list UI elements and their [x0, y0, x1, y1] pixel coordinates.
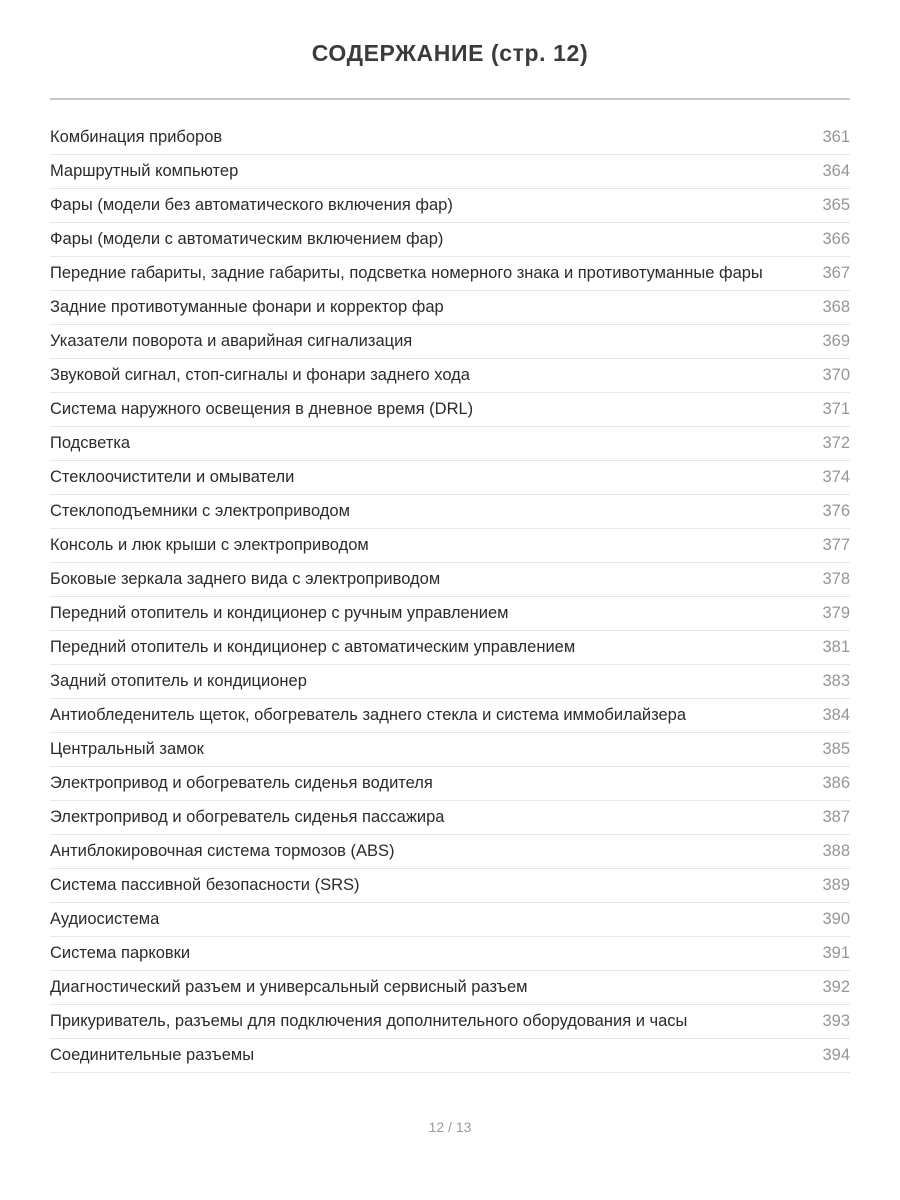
toc-row[interactable] — [50, 767, 850, 801]
toc-entry-label: Фары (модели без автоматического включения фар) — [50, 196, 453, 214]
toc-row[interactable] — [50, 291, 850, 325]
toc-page-number: 394 — [822, 1046, 850, 1064]
toc-entry-label: Подсветка — [50, 434, 131, 452]
toc-row[interactable] — [50, 1005, 850, 1039]
toc-page-number: 376 — [822, 502, 850, 520]
toc-page-number: 384 — [822, 706, 850, 724]
toc-entry-label: Аудиосистема — [50, 910, 160, 928]
toc-row[interactable] — [50, 155, 850, 189]
toc-entry-label: Консоль и люк крыши с электроприводом — [50, 536, 369, 554]
toc-page-number: 381 — [822, 638, 850, 656]
toc-page-number: 390 — [822, 910, 850, 928]
toc-row[interactable] — [50, 189, 850, 223]
toc-row[interactable] — [50, 495, 850, 529]
toc-page-number: 361 — [822, 128, 850, 146]
toc-list — [50, 121, 850, 1073]
toc-entry-label: Диагностический разъем и универсальный сервисный разъем — [50, 978, 528, 996]
toc-entry-label: Передние габариты, задние габариты, подсветка номерного знака и противотуманные фары — [50, 264, 763, 282]
toc-entry-label: Система парковки — [50, 944, 191, 962]
toc-row[interactable] — [50, 835, 850, 869]
toc-page-number: 367 — [822, 264, 850, 282]
toc-row[interactable] — [50, 257, 850, 291]
toc-row[interactable] — [50, 937, 850, 971]
toc-entry-label: Звуковой сигнал, стоп-сигналы и фонари заднего хода — [50, 366, 470, 384]
toc-page-number: 378 — [822, 570, 850, 588]
toc-entry-label: Указатели поворота и аварийная сигнализация — [50, 332, 413, 350]
toc-row[interactable] — [50, 393, 850, 427]
toc-row[interactable] — [50, 597, 850, 631]
toc-row[interactable] — [50, 801, 850, 835]
page-title: СОДЕРЖАНИЕ (стр. 12) — [311, 40, 589, 66]
toc-entry-label: Маршрутный компьютер — [50, 162, 239, 180]
toc-row[interactable] — [50, 665, 850, 699]
toc-page-number: 386 — [822, 774, 850, 792]
toc-entry-label: Антиблокировочная система тормозов (ABS) — [50, 842, 395, 860]
toc-entry-label: Комбинация приборов — [50, 128, 223, 146]
toc-row[interactable] — [50, 903, 850, 937]
toc-entry-label: Фары (модели с автоматическим включением фар) — [50, 230, 444, 248]
toc-page-number: 389 — [822, 876, 850, 894]
toc-row[interactable] — [50, 699, 850, 733]
toc-row[interactable] — [50, 121, 850, 155]
toc-entry-label: Система наружного освещения в дневное время (DRL) — [50, 400, 474, 418]
toc-entry-label: Центральный замок — [50, 740, 204, 758]
toc-page-number: 393 — [822, 1012, 850, 1030]
toc-row[interactable] — [50, 325, 850, 359]
page-indicator: 12 / 13 — [428, 1119, 472, 1135]
toc-page-number: 379 — [822, 604, 850, 622]
toc-page-number: 385 — [822, 740, 850, 758]
toc-entry-label: Передний отопитель и кондиционер с ручным управлением — [50, 604, 509, 622]
toc-page-number: 388 — [822, 842, 850, 860]
toc-row[interactable] — [50, 359, 850, 393]
toc-row[interactable] — [50, 529, 850, 563]
toc-entry-label: Боковые зеркала заднего вида с электроприводом — [50, 570, 441, 588]
toc-page-number: 392 — [822, 978, 850, 996]
toc-page-number: 364 — [822, 162, 850, 180]
toc-entry-label: Система пассивной безопасности (SRS) — [50, 876, 360, 894]
toc-row[interactable] — [50, 427, 850, 461]
toc-page-number: 372 — [822, 434, 850, 452]
toc-page-number: 383 — [822, 672, 850, 690]
toc-page-number: 365 — [822, 196, 850, 214]
toc-page-number: 368 — [822, 298, 850, 316]
toc-page-number: 366 — [822, 230, 850, 248]
toc-row[interactable] — [50, 971, 850, 1005]
toc-row[interactable] — [50, 733, 850, 767]
toc-entry-label: Задние противотуманные фонари и корректор фар — [50, 298, 444, 316]
toc-entry-label: Электропривод и обогреватель сиденья водителя — [50, 774, 433, 792]
toc-row[interactable] — [50, 869, 850, 903]
toc-page-number: 387 — [822, 808, 850, 826]
toc-entry-label: Электропривод и обогреватель сиденья пассажира — [50, 808, 445, 826]
toc-row[interactable] — [50, 1039, 850, 1073]
toc-entry-label: Соединительные разъемы — [50, 1046, 255, 1064]
toc-row[interactable] — [50, 461, 850, 495]
toc-entry-label: Антиобледенитель щеток, обогреватель заднего стекла и система иммобилайзера — [50, 706, 687, 724]
toc-row[interactable] — [50, 563, 850, 597]
toc-page-number: 371 — [822, 400, 850, 418]
toc-entry-label: Стеклоподъемники с электроприводом — [50, 502, 350, 520]
toc-entry-label: Прикуриватель, разъемы для подключения дополнительного оборудования и часы — [50, 1012, 688, 1030]
toc-page-number: 374 — [822, 468, 850, 486]
toc-row[interactable] — [50, 223, 850, 257]
toc-page-number: 369 — [822, 332, 850, 350]
toc-page-number: 391 — [822, 944, 850, 962]
toc-row[interactable] — [50, 631, 850, 665]
toc-page-number: 377 — [822, 536, 850, 554]
toc-entry-label: Передний отопитель и кондиционер с автоматическим управлением — [50, 638, 576, 656]
title-divider — [50, 98, 850, 100]
toc-entry-label: Стеклоочистители и омыватели — [50, 468, 295, 486]
toc-entry-label: Задний отопитель и кондиционер — [50, 672, 307, 690]
toc-page-number: 370 — [822, 366, 850, 384]
